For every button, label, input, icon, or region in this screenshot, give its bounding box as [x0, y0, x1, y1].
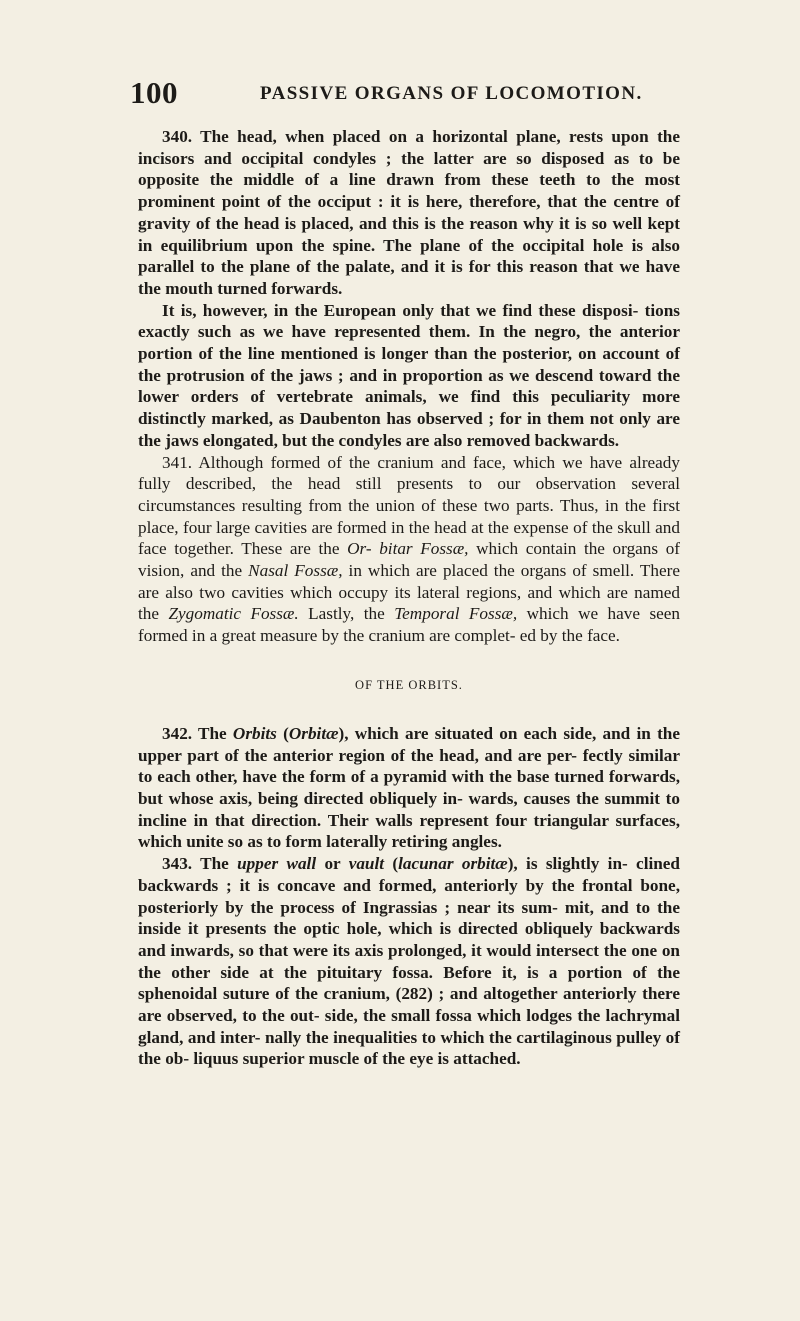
term-orbits: Orbits — [232, 723, 277, 743]
running-title: PASSIVE ORGANS OF LOCOMOTION. — [260, 83, 643, 104]
p341-text-b: which contain the organs of vision, and the — [138, 539, 681, 581]
body-text — [138, 126, 680, 1070]
running-head — [130, 76, 688, 110]
p342-text-b: ( — [276, 723, 289, 743]
section-heading: OF THE ORBITS. — [355, 677, 463, 692]
paragraph-340-text: 340. The head, when placed on a horizontal plane, rests upon the incisors and occipital condyles ; the latter are so disposed as to be opposite the middle of a line drawn from these teeth to the most prominent point of the occiput : it is here, therefore, that the centre of gravity of the head is placed, and this is the reason why it is so well kept in equilibrium upon the spine. The plane of the occipital hole is also parallel to the plane of the palate, and it is for this reason that we have the mouth turned forwards. — [138, 127, 680, 298]
term-lacunar-orbitae: lacunar orbitæ — [398, 854, 508, 874]
p341-text-d: Lastly, the — [298, 604, 395, 624]
p343-text-c: ( — [384, 854, 399, 874]
p342-text-c: ), which are situated on each side, and in the upper part of the anterior region of the head, and are per- fectly similar to each other, have the form of a pyramid with the base turned forwards, but whose axis, being directed obliquely in- wards, causes the summit to incline in that direction. Their walls represent four triangular surfaces, which unite so as to form laterally retiring angles. — [138, 723, 680, 852]
paragraph-342 — [138, 723, 680, 853]
paragraph-340-continued-text: It is, however, in the European only that we find these disposi- tions exactly such as we have represented them. In the negro, the anterior portion of the line mentioned is longer than the posterior, on account of the protrusion of the jaws ; and in proportion as we descend toward the lower orders of vertebrate animals, we find this peculiarity more distinctly marked, as Daubenton has observed ; for in them not only are the jaws elongated, but the condyles are also removed backwards. — [138, 300, 680, 450]
term-zygomatic-fossae: Zygomatic Fossæ. — [168, 604, 299, 624]
page-number: 100 — [130, 75, 178, 110]
paragraph-341 — [138, 452, 680, 647]
term-orbitar-fossae: Or- bitar Fossæ, — [347, 539, 469, 559]
paragraph-340 — [138, 126, 680, 300]
p343-text-b: or — [316, 854, 349, 874]
term-temporal-fossae: Temporal Fossæ, — [394, 604, 518, 624]
p343-text-d: ), is slightly in- clined backwards ; it is concave and formed, anteriorly by the frontal bone, posteriorly by the process of Ingrassias ; near its sum- mit, and to the inside it presents the optic hole, which is directed obliquely backwards and inwards, so that were its axis prolonged, it would intersect the one on the other side at the pituitary fossa. Before it, is a portion of the sphenoidal suture of the cranium, (282) ; and altogether anteriorly there are observed, to the out- side, the small fossa which lodges the lachrymal gland, and inter- nally the inequalities to which the cartilaginous pulley of the ob- liquus superior muscle of the eye is attached. — [138, 854, 680, 1069]
p341-text-c: in which are placed the organs of smell. There are also two cavities which occupy its lateral regions, and which are named the — [138, 561, 680, 624]
p341-text-a: 341. Although formed of the cranium and face, which we have already fully described, the head still presents to our observation several circumstances resulting from the union of these two parts. Thus, in the first place, four large cavities are formed in the head at the expense of the skull and face together. These are the — [138, 452, 680, 559]
term-upper-wall: upper wall — [237, 854, 317, 874]
paragraph-343 — [138, 853, 680, 1070]
paragraph-340-continued — [138, 300, 680, 452]
p342-text-a: 342. The — [162, 723, 233, 743]
term-orbitae: Orbitæ — [288, 723, 339, 743]
term-vault: vault — [348, 854, 385, 874]
p341-text-e: which we have seen formed in a great measure by the cranium are complet- ed by the face. — [138, 604, 680, 646]
p343-text-a: 343. The — [162, 854, 238, 874]
term-nasal-fossae: Nasal Fossæ, — [248, 561, 343, 581]
